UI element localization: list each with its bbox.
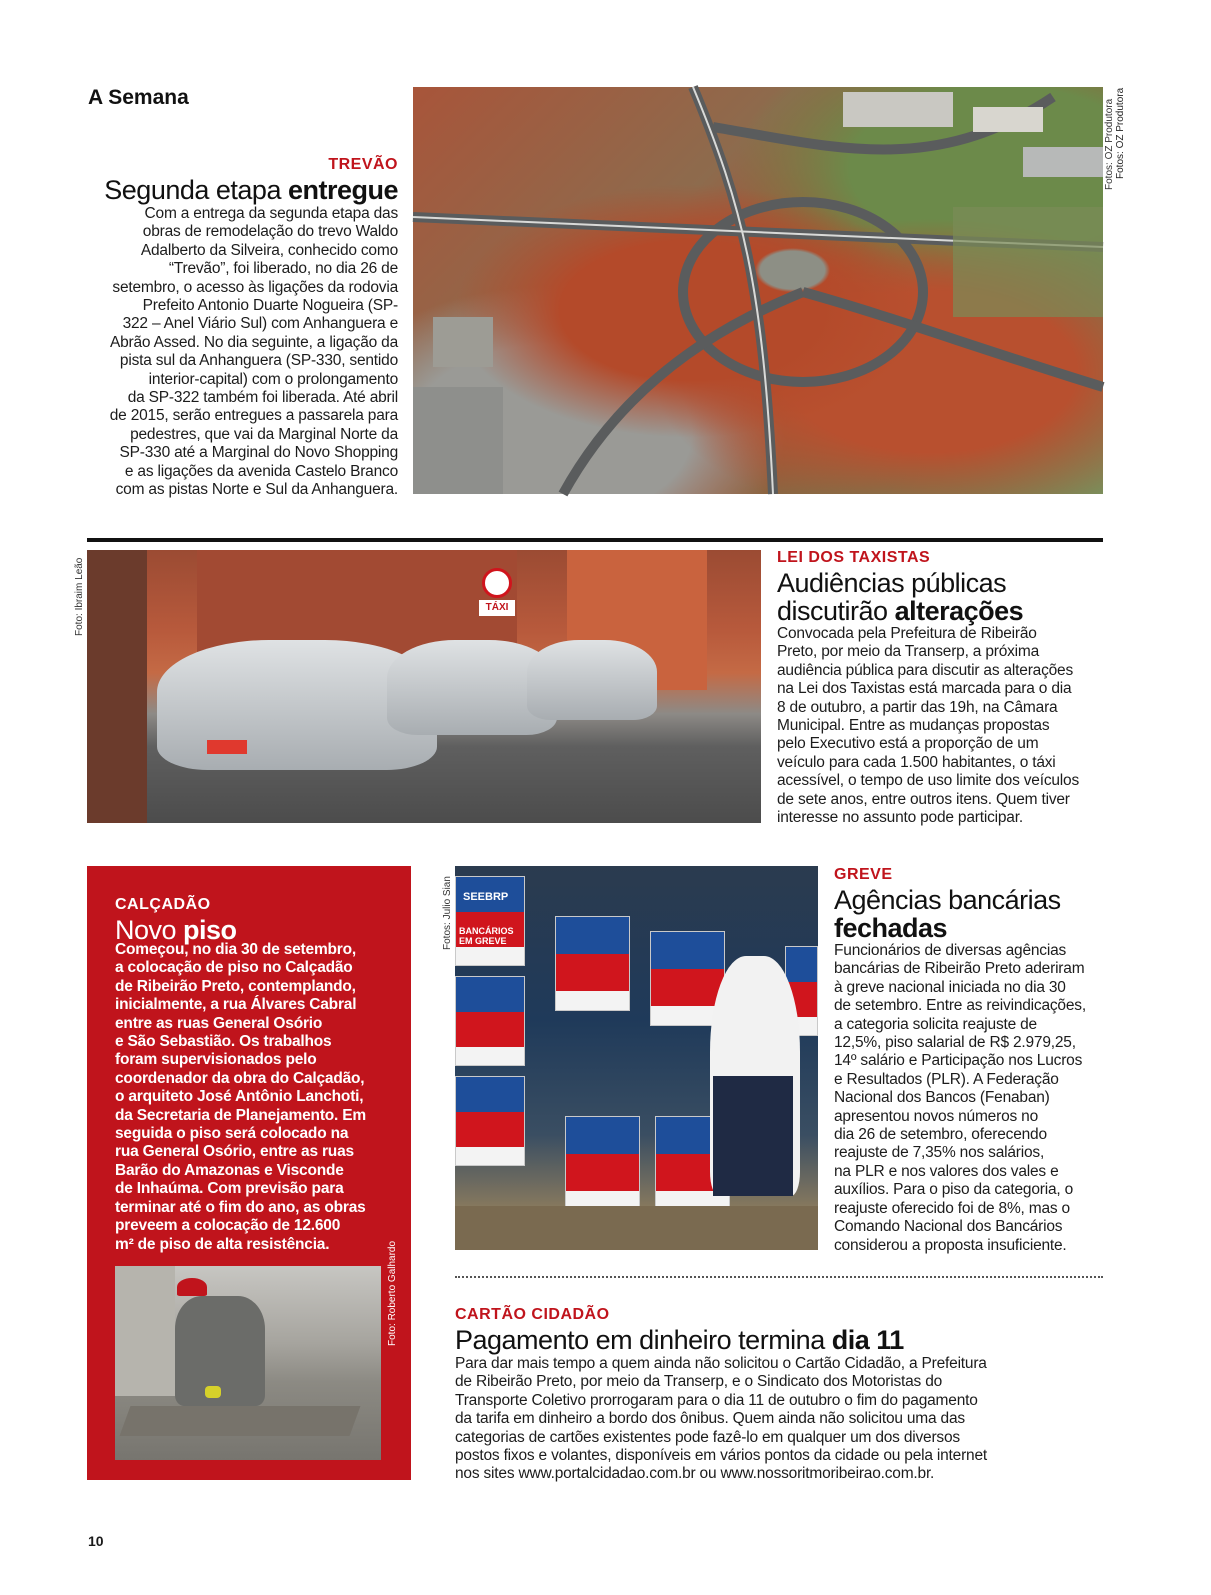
greve-line: auxílios. Para o piso da categoria, o: [834, 1181, 1074, 1199]
taxistas-line: interesse no assunto pode participar.: [777, 809, 1023, 827]
calcadao-body: [115, 941, 405, 1254]
yellow-glove: [205, 1386, 221, 1398]
trevao-line: setembro, o acesso às ligações da rodovia: [112, 278, 398, 296]
greve-line: dia 26 de setembro, oferecendo: [834, 1126, 1047, 1144]
poster-line1: BANCÁRIOS: [459, 926, 514, 936]
trevao-line: Prefeito Antonio Duarte Nogueira (SP-: [142, 297, 398, 315]
greve-line: bancárias de Ribeirão Preto aderiram: [834, 960, 1085, 978]
calcadao-line: preveem a colocação de 12.600: [115, 1217, 341, 1235]
strike-poster: [565, 1116, 640, 1211]
greve-kicker: GREVE: [834, 866, 893, 883]
trevao-line: SP-330 até a Marginal do Novo Shopping: [119, 444, 398, 462]
red-cap: [177, 1278, 207, 1296]
trevao-line: com as pistas Norte e Sul da Anhanguera.: [115, 481, 398, 499]
calcadao-line: e São Sebastião. Os trabalhos: [115, 1033, 332, 1051]
cartao-body: [455, 1355, 1105, 1484]
cartao-kicker: CARTÃO CIDADÃO: [455, 1306, 610, 1323]
strike-poster: [455, 876, 525, 966]
trevao-photo-credit: Fotos: OZ Produtora: [1104, 98, 1115, 190]
taxistas-headline-plain: discutirão: [777, 596, 895, 626]
cartao-line: postos fixos e volantes, disponíveis em vários pontos da cidade ou pela internet: [455, 1447, 987, 1465]
calcadao-line: de Ribeirão Preto, contemplando,: [115, 977, 356, 995]
cartao-headline-bold: dia 11: [831, 1325, 904, 1355]
taxistas-body: [777, 625, 1107, 827]
taxistas-headline-bold: alterações: [894, 596, 1024, 626]
worker-photo: [115, 1266, 381, 1460]
greve-line: 12,5%, piso salarial de R$ 2.979,25,: [834, 1034, 1076, 1052]
greve-headline-line2: [834, 914, 1114, 942]
calcadao-headline: [115, 916, 237, 944]
greve-line: reajuste de 7,35% nos salários,: [834, 1144, 1045, 1162]
no-parking-sign-icon: [482, 568, 512, 598]
taxistas-photo-credit: Foto: Ibraim Leão: [74, 557, 85, 636]
calcadao-line: Começou, no dia 30 de setembro,: [115, 941, 356, 958]
taxistas-line: de sete anos, entre outros itens. Quem tiver: [777, 790, 1070, 808]
calcadao-line: foram supervisionados pelo: [115, 1051, 317, 1069]
greve-line: Comando Nacional dos Bancários: [834, 1218, 1063, 1236]
cartao-headline-plain: Pagamento em dinheiro termina: [455, 1325, 832, 1355]
trevao-photo-credit: Fotos: OZ Produtora: [1115, 87, 1126, 179]
greve-line: de setembro. Entre as reivindicações,: [834, 997, 1086, 1015]
trevao-line: da SP-322 também foi liberada. Até abril: [127, 389, 398, 407]
taxistas-line: Municipal. Entre as mudanças propostas: [777, 717, 1050, 735]
taxistas-kicker: LEI DOS TAXISTAS: [777, 549, 931, 566]
greve-line: 14º salário e Participação nos Lucros: [834, 1052, 1083, 1070]
greve-line: e Resultados (PLR). A Federação: [834, 1070, 1059, 1088]
trevao-line: obras de remodelação do trevo Waldo: [142, 223, 398, 241]
poster-text: [459, 926, 514, 946]
greve-line: reajuste oferecido foi de 8%, mas o: [834, 1199, 1070, 1217]
trevao-line: interior-capital) com o prolongamento: [148, 370, 398, 388]
section-divider-thick: [87, 538, 1103, 542]
taxistas-line: na Lei dos Taxistas está marcada para o dia: [777, 680, 1072, 698]
calcadao-headline-bold: piso: [183, 915, 237, 945]
calcadao-line: rua General Osório, entre as ruas: [115, 1143, 354, 1161]
taxistas-headline-line2: [777, 597, 1107, 625]
greve-headline-line1: Agências bancárias: [834, 885, 1061, 915]
trevao-line: Com a entrega da segunda etapa das: [144, 205, 398, 222]
trevao-line: Adalberto da Silveira, conhecido como: [140, 241, 398, 259]
car-back: [527, 640, 657, 720]
greve-body: [834, 942, 1114, 1255]
trevao-headline-bold: entregue: [287, 175, 398, 205]
greve-headline: [834, 886, 1114, 942]
strike-poster: [555, 916, 630, 1011]
greve-line: apresentou novos números no: [834, 1107, 1038, 1125]
taxistas-headline: [777, 569, 1107, 625]
trevao-line: “Trevão”, foi liberado, no dia 26 de: [168, 260, 398, 278]
trevao-line: Abrão Assed. No dia seguinte, a ligação da: [109, 333, 398, 351]
calcadao-line: terminar até o fim do ano, as obras: [115, 1198, 366, 1216]
greve-line: Funcionários de diversas agências: [834, 942, 1067, 959]
taxi-cars-photo: [87, 550, 761, 823]
calcadao-line: a colocação de piso no Calçadão: [115, 959, 353, 977]
calcadao-line: entre as ruas General Osório: [115, 1014, 323, 1032]
page-number: 10: [88, 1533, 104, 1549]
calcadao-line: de Inhaúma. Com previsão para: [115, 1180, 344, 1198]
building-left: [115, 1266, 175, 1396]
greve-line: à greve nacional iniciada no dia 30: [834, 978, 1066, 996]
sidewalk: [455, 1206, 818, 1250]
bank-strike-photo: [455, 866, 818, 1250]
trevao-kicker: TREVÃO: [328, 156, 398, 173]
greve-line: na PLR e nos valores dos vales e: [834, 1162, 1059, 1180]
trevao-headline: [88, 176, 398, 204]
cartao-line: Transporte Coletivo prorrogaram para o dia 11 de outubro o fim do pagamento: [455, 1391, 978, 1409]
trevao-headline-plain: Segunda etapa: [104, 175, 288, 205]
taxistas-line: audiência pública para discutir as alterações: [777, 661, 1074, 679]
cartao-line: da tarifa em dinheiro a bordo dos ônibus. Quem ainda não solicitou uma das: [455, 1410, 965, 1428]
calcadao-box: [87, 866, 411, 1480]
taxistas-line: veículo para cada 1.500 habitantes, o táxi: [777, 753, 1056, 771]
taxistas-headline-line1: Audiências públicas: [777, 568, 1007, 598]
section-divider-dotted: [455, 1276, 1103, 1278]
taxistas-line: 8 de outubro, a partir das 19h, na Câmara: [777, 698, 1058, 716]
greve-line: Nacional dos Bancos (Fenaban): [834, 1089, 1050, 1107]
trevao-line: de 2015, serão entregues a passarela para: [109, 407, 398, 425]
taxistas-line: Preto, por meio da Transerp, a próxima: [777, 643, 1040, 661]
calcadao-line: da Secretaria de Planejamento. Em: [115, 1106, 366, 1124]
trevao-line: 322 – Anel Viário Sul) com Anhanguera e: [122, 315, 398, 333]
calcadao-line: m² de piso de alta resistência.: [115, 1235, 330, 1253]
stone-slab: [120, 1406, 361, 1436]
calcadao-photo-credit: Foto: Roberto Galhardo: [387, 1240, 398, 1346]
calcadao-kicker: CALÇADÃO: [115, 896, 211, 913]
taxi-sign: TÁXI: [479, 600, 515, 616]
interchange-roads-illustration: [413, 87, 1103, 494]
greve-photo-credit: Fotos: Julio Sian: [442, 876, 453, 950]
trevao-body: [88, 205, 398, 500]
greve-headline-bold: fechadas: [834, 913, 948, 943]
trevao-line: e as ligações da avenida Castelo Branco: [124, 462, 398, 480]
trevao-line: pedestres, que vai da Marginal Norte da: [130, 425, 398, 443]
calcadao-line: seguida o piso será colocado na: [115, 1125, 349, 1143]
greve-line: considerou a proposta insuficiente.: [834, 1236, 1067, 1254]
cartao-line: nos sites www.portalcidadao.com.br ou www.nossoritmoribeirao.com.br.: [455, 1465, 935, 1483]
taxistas-line: acessível, o tempo de uso limite dos veículos: [777, 772, 1080, 790]
aerial-interchange-photo: [413, 87, 1126, 494]
poster-line2: EM GREVE: [459, 936, 507, 946]
man-jeans: [713, 1076, 793, 1196]
greve-line: a categoria solicita reajuste de: [834, 1015, 1037, 1033]
calcadao-line: Barão do Amazonas e Visconde: [115, 1161, 344, 1179]
calcadao-line: inicialmente, a rua Álvares Cabral: [115, 996, 357, 1014]
building-wall: [87, 550, 147, 823]
cartao-line: de Ribeirão Preto, por meio da Transerp, e o Sindicato dos Motoristas do: [455, 1373, 943, 1391]
calcadao-line: o arquiteto José Antônio Lanchoti,: [115, 1088, 364, 1106]
calcadao-line: coordenador da obra do Calçadão,: [115, 1069, 365, 1087]
strike-poster: [455, 1076, 525, 1166]
section-title: A Semana: [88, 86, 189, 109]
poster-brand: SEEBRP: [463, 891, 509, 903]
strike-poster: [455, 976, 525, 1066]
taxistas-line: pelo Executivo está a proporção de um: [777, 735, 1039, 753]
cartao-headline: [455, 1326, 1105, 1354]
taxistas-line: Convocada pela Prefeitura de Ribeirão: [777, 625, 1037, 642]
cartao-line: Para dar mais tempo a quem ainda não solicitou o Cartão Cidadão, a Prefeitura: [455, 1355, 987, 1372]
license-plate: [207, 740, 247, 754]
cartao-line: categorias de cartões existentes pode fazê-lo em qualquer um dos diversos: [455, 1428, 960, 1446]
calcadao-headline-plain: Novo: [115, 915, 184, 945]
trevao-line: pista sul da Anhanguera (SP-330, sentido: [119, 352, 398, 370]
